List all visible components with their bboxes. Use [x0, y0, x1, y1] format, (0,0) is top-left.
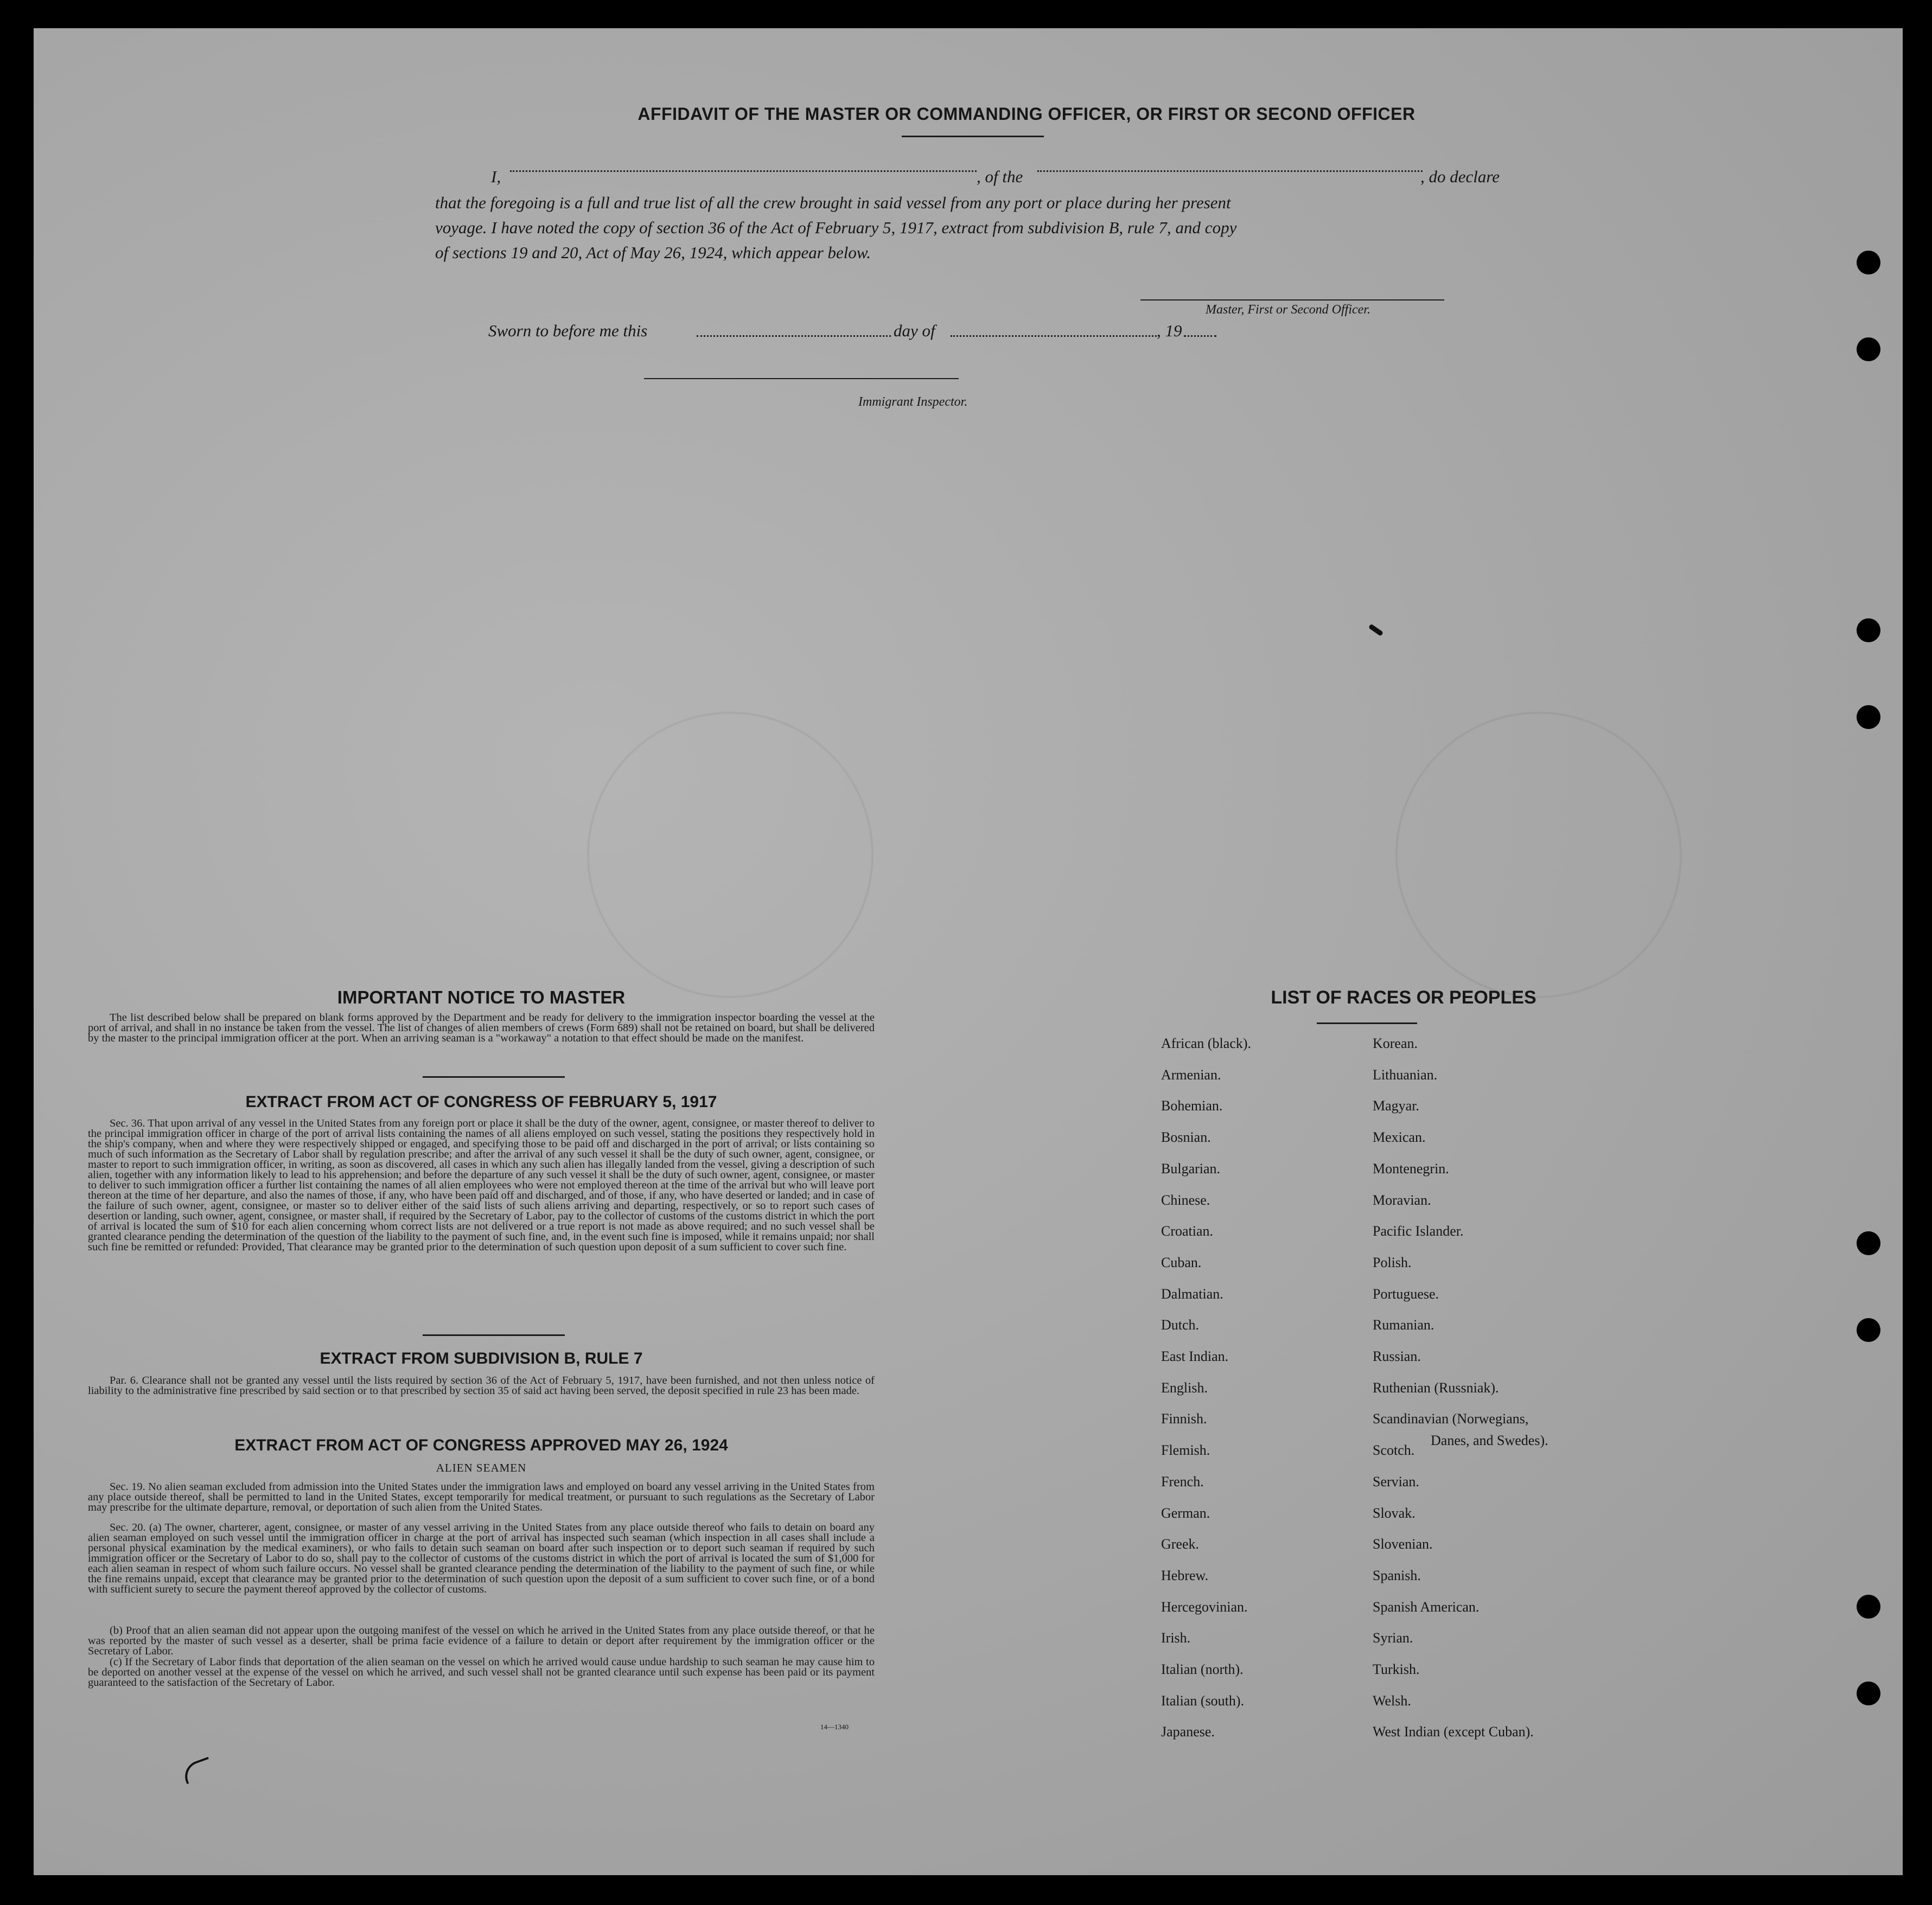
races-title: LIST OF RACES OR PEOPLES — [1271, 987, 1536, 1008]
race-item: German. — [1161, 1505, 1210, 1521]
rule-7-title: EXTRACT FROM SUBDIVISION B, RULE 7 — [320, 1350, 643, 1367]
divider — [1317, 1022, 1417, 1024]
race-item: Finnish. — [1161, 1411, 1207, 1427]
act-1924-sec-20b: (b) Proof that an alien seaman did not appear upon the outgoing manifest of the vessel on which he arrived in the United States from any place outside thereof, or that he was reported by the master of such vessel as a deserter, shall be prima facie evidence of a failure to detain or deport after requirement by the immigration officer or the Secretary of Labor. — [88, 1625, 875, 1657]
binder-hole — [1857, 1595, 1880, 1619]
race-item: Slovenian. — [1373, 1536, 1433, 1552]
binder-hole — [1857, 1318, 1880, 1342]
master-signature-line[interactable] — [1140, 299, 1444, 301]
race-item: Bohemian. — [1161, 1098, 1223, 1114]
officer-name-field[interactable] — [510, 170, 977, 172]
bleed-through-seal — [587, 712, 873, 998]
act-1924-sec-19: Sec. 19. No alien seaman excluded from admission into the United States under the immigration laws and employed on board any vessel arriving in the United States from any place outside thereof, shall be permitted to land in the United States, except temporarily for medical treatment, or pursuant to such regulations as the Secretary of Labor may prescribe for the ultimate departure, removal, or deportation of such alien from the United States. — [88, 1481, 875, 1513]
affidavit-of-the: , of the — [977, 167, 1023, 186]
race-item: Spanish. — [1373, 1568, 1421, 1583]
form-sheet — [34, 28, 1903, 1875]
race-item: Dutch. — [1161, 1317, 1200, 1333]
sworn-text: Sworn to before me this — [488, 321, 648, 340]
race-item: Japanese. — [1161, 1724, 1215, 1740]
affidavit-i: I, — [491, 167, 501, 186]
pencil-mark — [181, 1757, 214, 1784]
binder-hole — [1857, 705, 1880, 729]
race-item: English. — [1161, 1380, 1208, 1396]
race-item: Welsh. — [1373, 1693, 1411, 1709]
race-item: Scotch. — [1373, 1442, 1415, 1458]
bleed-through-seal — [1395, 712, 1682, 998]
race-item: Magyar. — [1373, 1098, 1419, 1114]
race-item: Hebrew. — [1161, 1568, 1209, 1583]
race-item: Irish. — [1161, 1630, 1191, 1646]
race-item: Polish. — [1373, 1255, 1412, 1270]
form-number: 14—1340 — [820, 1723, 849, 1731]
act-1924-sec-20a: Sec. 20. (a) The owner, charterer, agent, consignee, or master of any vessel arriving in the United States from any place outside thereof who fails to detain on board any alien seaman employed on such vessel until the immigration officer in charge at the port of arrival has inspected such seaman (which inspection in all cases shall include a personal physical examination by the medical examiners), or who fails to detain such seaman on board after such inspection or to deport such seaman if required by such immigration officer or the Secretary of Labor to do so, shall pay to the collector of customs of the customs district in which the port of arrival is located the sum of $1,000 for each alien seaman in respect of whom such failure occurs. No vessel shall be granted clearance pending the determination of the liability to the payment of such fine, or while the fine remains unpaid, except that clearance may be granted prior to the determination of such question upon the deposit of a sum sufficient to cover such fine, or of a bond with sufficient surety to secure the payment thereof approved by the collector of customs. — [88, 1522, 875, 1595]
affidavit-title: AFFIDAVIT OF THE MASTER OR COMMANDING OFFICER, OR FIRST OR SECOND OFFICER — [637, 104, 1415, 124]
day-of-text: day of — [894, 321, 935, 340]
rule-7-text: Par. 6. Clearance shall not be granted any vessel until the lists required by section 36 of the Act of February 5, 1917, have been furnished, and not then unless notice of liability to the administrative fine prescribed by said section or to that prescribed by section 35 of said act having been served, the deposit specified in rule 23 has been made. — [88, 1375, 875, 1397]
divider — [423, 1076, 565, 1078]
race-item: Moravian. — [1373, 1192, 1431, 1208]
race-item: Syrian. — [1373, 1630, 1413, 1646]
race-item: Portuguese. — [1373, 1286, 1439, 1302]
race-item: West Indian (except Cuban). — [1373, 1724, 1534, 1740]
race-item: Montenegrin. — [1373, 1161, 1449, 1177]
race-item: Servian. — [1373, 1474, 1419, 1490]
affidavit-declare: , do declare — [1420, 167, 1500, 186]
race-item: Hercegovinian. — [1161, 1599, 1248, 1615]
binder-hole — [1857, 618, 1880, 642]
sworn-day-field[interactable] — [697, 335, 891, 337]
race-item: Italian (north). — [1161, 1661, 1244, 1677]
race-item: Ruthenian (Russniak). — [1373, 1380, 1499, 1396]
vessel-name-field[interactable] — [1037, 170, 1423, 172]
title-underline — [902, 136, 1044, 137]
race-item: African (black). — [1161, 1035, 1252, 1051]
race-item: Armenian. — [1161, 1067, 1221, 1083]
race-item: Spanish American. — [1373, 1599, 1480, 1615]
act-1924-sec-20c: (c) If the Secretary of Labor finds that deportation of the alien seaman on the vessel on which he arrived would cause undue hardship to such seaman he may cause him to be deported on another vessel at the expense of the vessel on which he arrived, and such vessel shall not be granted clearance until such expense has been paid or its payment guaranteed to the satisfaction of the Secretary of Labor. — [88, 1656, 875, 1689]
race-item: Lithuanian. — [1373, 1067, 1438, 1083]
race-item: Chinese. — [1161, 1192, 1210, 1208]
race-item: Cuban. — [1161, 1255, 1202, 1270]
binder-hole — [1857, 1682, 1880, 1705]
stray-mark — [1368, 624, 1383, 636]
act-1924-subtitle: ALIEN SEAMEN — [436, 1461, 527, 1474]
act-1924-title: EXTRACT FROM ACT OF CONGRESS APPROVED MAY 26, 1924 — [234, 1436, 728, 1454]
race-item: Mexican. — [1373, 1129, 1426, 1145]
affidavit-line-3: voyage. I have noted the copy of section 36 of the Act of February 5, 1917, extract from subdivision B, rule 7, and copy — [435, 218, 1237, 237]
race-item: Turkish. — [1373, 1661, 1420, 1677]
affidavit-line-4: of sections 19 and 20, Act of May 26, 1924, which appear below. — [435, 243, 871, 262]
act-1917-title: EXTRACT FROM ACT OF CONGRESS OF FEBRUARY 5, 1917 — [245, 1093, 717, 1111]
race-item: East Indian. — [1161, 1348, 1229, 1364]
race-item: Russian. — [1373, 1348, 1421, 1364]
race-item: Slovak. — [1373, 1505, 1415, 1521]
binder-hole — [1857, 251, 1880, 274]
sworn-year-field[interactable] — [1184, 335, 1216, 337]
divider — [423, 1334, 565, 1336]
race-item: Rumanian. — [1373, 1317, 1434, 1333]
race-item: Pacific Islander. — [1373, 1223, 1464, 1239]
race-item: Danes, and Swedes). — [1431, 1433, 1548, 1448]
binder-hole — [1857, 337, 1880, 361]
race-item: Korean. — [1373, 1035, 1418, 1051]
race-item: Scandinavian (Norwegians, — [1373, 1411, 1529, 1427]
race-item: Dalmatian. — [1161, 1286, 1223, 1302]
race-item: Flemish. — [1161, 1442, 1210, 1458]
notice-title: IMPORTANT NOTICE TO MASTER — [337, 987, 626, 1007]
race-item: Croatian. — [1161, 1223, 1214, 1239]
race-item: Bosnian. — [1161, 1129, 1211, 1145]
race-item: Greek. — [1161, 1536, 1200, 1552]
race-item: Bulgarian. — [1161, 1161, 1221, 1177]
sworn-month-field[interactable] — [951, 335, 1157, 337]
notice-text: The list described below shall be prepared on blank forms approved by the Department and be ready for delivery to the immigration inspector boarding the vessel at the port of arrival, and shall in no instance be taken from the vessel. The list of changes of alien members of crews (Form 689) shall not be retained on board, but shall be delivered by the master to the principal immigration officer at the port. When an arriving seaman is a "workaway" a notation to that effect should be made on the manifest. — [88, 1012, 875, 1044]
inspector-caption: Immigrant Inspector. — [858, 395, 968, 409]
race-item: Italian (south). — [1161, 1693, 1245, 1709]
affidavit-line-2: that the foregoing is a full and true list of all the crew brought in said vessel from any port or place during her present — [435, 193, 1231, 212]
inspector-signature-line[interactable] — [644, 378, 959, 379]
race-item: French. — [1161, 1474, 1204, 1490]
year-prefix: , 19 — [1157, 321, 1182, 340]
master-caption: Master, First or Second Officer. — [1206, 303, 1370, 317]
binder-hole — [1857, 1231, 1880, 1255]
act-1917-text: Sec. 36. That upon arrival of any vessel in the United States from any foreign port or place it shall be the duty of the owner, agent, consignee, or master thereof to deliver to the principal immigration officer in charge of the port of arrival lists containing the names of all aliens employed on such vessel, stating the positions they respectively hold in the ship's company, when and where they were respectively shipped or engaged, and specifying those to be paid off and discharged in the port of arrival; or lists containing so much of such information as the Secretary of Labor shall by regulation prescribe; and after the arrival of any such vessel it shall be the duty of such owner, agent, consignee, or master to report to such immigration officer, in writing, as soon as discovered, all cases in which any such alien has illegally landed from the vessel, giving a description of such alien, together with any information likely to lead to his apprehension; and before the departure of any such vessel it shall be the duty of such owner, agent, consignee, or master to deliver to such immigration officer a further list containing the names of all alien employees who were not employed thereon at the time of the arrival but who will leave port thereon at the time of her departure, and also the names of those, if any, who have been paid off and discharged, and of those, if any, who have deserted or landed; and in case of the failure of such owner, agent, consignee, or master so to deliver either of the said lists of such aliens arriving and departing, respectively, or so to report such cases of desertion or landing, such owner, agent, consignee, or master shall, if required by the Secretary of Labor, pay to the collector of customs of the customs district in which the port of arrival is located the sum of $10 for each alien concerning whom correct lists are not delivered or a true report is not made as above required; and no such vessel shall be granted clearance pending the determination of the question of the liability to the payment of such fine, and, in the event such fine is imposed, while it remains unpaid; nor shall such fine be remitted or refunded: Provided, That clearance may be granted prior to the determination of such question upon deposit of a sum sufficient to cover such fine. — [88, 1117, 875, 1253]
